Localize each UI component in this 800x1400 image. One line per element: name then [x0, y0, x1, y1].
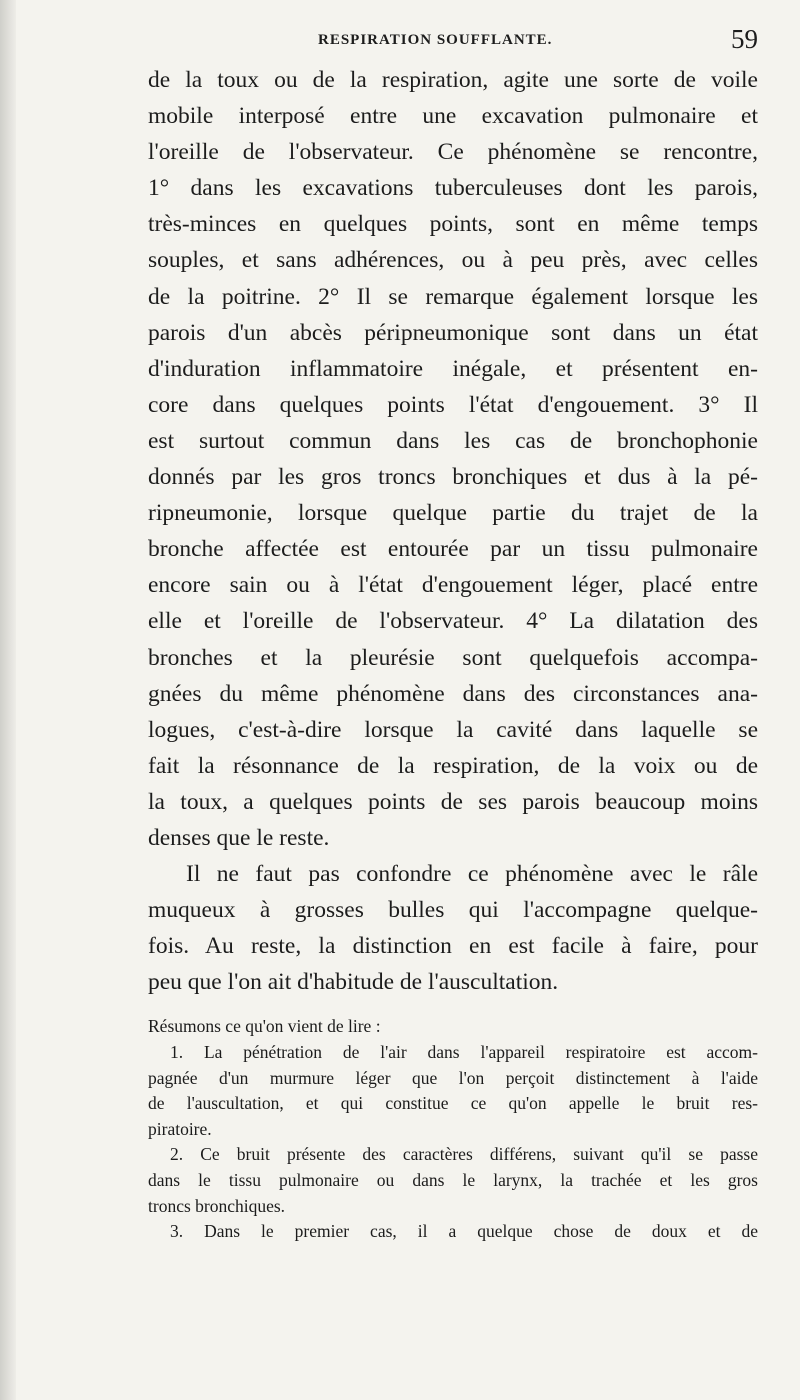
summary-line: Résumons ce qu'on vient de lire :	[148, 1016, 381, 1037]
book-page	[148, 20, 758, 1245]
text-line: denses que le reste.	[148, 824, 330, 851]
summary-line: piratoire.	[148, 1118, 212, 1139]
text-line: de la toux ou de la respiration, agite une sorte de voile	[148, 67, 758, 93]
page-header	[148, 20, 758, 58]
summary-line: troncs bronchiques.	[148, 1195, 286, 1216]
text-line: donnés par les gros troncs bronchiques et dus à la pé-	[148, 464, 758, 491]
text-line: fait la résonnance de la respiration, de la voix ou de	[148, 752, 758, 779]
summary-line: 3. Dans le premier cas, il a quelque chose de doux et de	[170, 1221, 758, 1242]
text-line: peu que l'on ait d'habitude de l'auscultation.	[148, 969, 559, 996]
text-line: core dans quelques points l'état d'engouement. 3° Il	[148, 391, 758, 418]
text-line: ripneumonie, lorsque quelque partie du trajet de la	[148, 500, 758, 527]
text-line: est surtout commun dans les cas de bronchophonie	[148, 427, 758, 454]
text-line: parois d'un abcès péripneumonique sont dans un état	[148, 319, 758, 346]
text-line: 1° dans les excavations tuberculeuses dont les parois,	[148, 175, 758, 202]
text-line: elle et l'oreille de l'observateur. 4° La dilatation des	[148, 608, 758, 635]
text-line: bronches et la pleurésie sont quelquefois accompa-	[148, 644, 758, 671]
book-binding-edge	[0, 0, 16, 1400]
summary-line: dans le tissu pulmonaire ou dans le larynx, la trachée et les gros	[148, 1170, 758, 1190]
summary-line: de l'auscultation, et qui constitue ce qu'on appelle le bruit res-	[148, 1093, 758, 1114]
text-line: gnées du même phénomène dans des circonstances ana-	[148, 680, 758, 707]
text-line: souples, et sans adhérences, ou à peu près, avec celles	[148, 247, 758, 274]
text-line: fois. Au reste, la distinction en est facile à faire, pour	[148, 933, 758, 960]
summary-line: pagnée d'un murmure léger que l'on perçoit distinctement à l'aide	[148, 1067, 758, 1088]
text-line: muqueux à grosses bulles qui l'accompagne quelque-	[148, 897, 758, 924]
text-line: bronche affectée est entourée par un tissu pulmonaire	[148, 536, 758, 563]
text-line: logues, c'est-à-dire lorsque la cavité dans laquelle se	[148, 716, 758, 743]
text-line: de la poitrine. 2° Il se remarque également lorsque les	[148, 283, 758, 310]
text-line: très-minces en quelques points, sont en même temps	[148, 211, 758, 238]
text-line: Il ne faut pas confondre ce phénomène avec le râle	[186, 861, 758, 888]
text-line: encore sain ou à l'état d'engouement léger, placé entre	[148, 572, 758, 599]
text-line: mobile interposé entre une excavation pulmonaire et	[148, 103, 758, 130]
main-text	[148, 62, 758, 1000]
summary-line: 2. Ce bruit présente des caractères différens, suivant qu'il se passe	[170, 1144, 758, 1165]
running-title: RESPIRATION SOUFFLANTE.	[318, 32, 553, 48]
text-line: d'induration inflammatoire inégale, et présentent en-	[148, 355, 758, 382]
text-line: la toux, a quelques points de ses parois beaucoup moins	[148, 788, 758, 815]
text-line: l'oreille de l'observateur. Ce phénomène se rencontre,	[148, 139, 758, 166]
summary-line: 1. La pénétration de l'air dans l'appareil respiratoire est accom-	[170, 1042, 758, 1063]
summary-block	[148, 1014, 758, 1244]
page-number: 59	[731, 24, 758, 54]
